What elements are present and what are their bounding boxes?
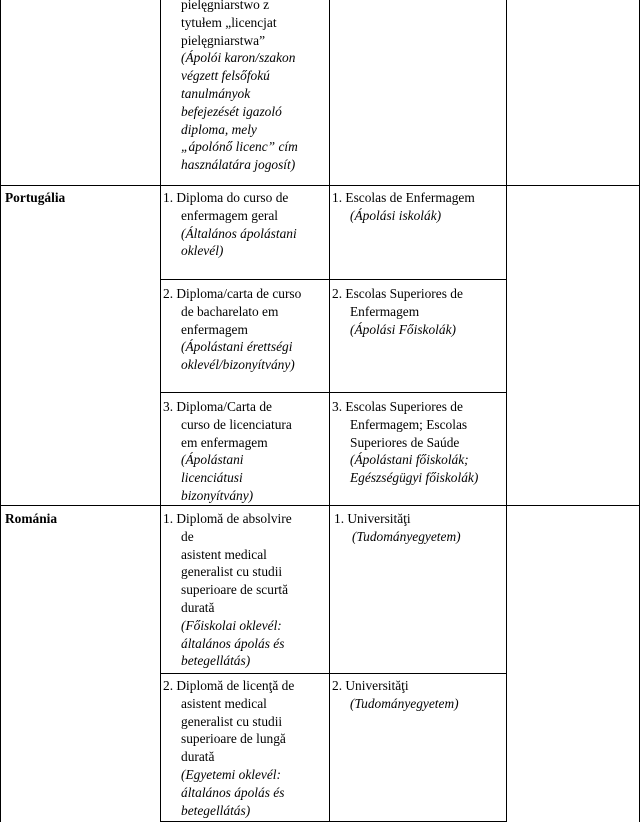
text-line-translation: (Főiskolai oklevél: [181, 617, 282, 633]
subrow-border-pt-2 [160, 392, 506, 393]
text-line: generalist cu studii [181, 713, 283, 729]
text-line: Enfermagem; Escolas [350, 416, 468, 432]
text-line: pielęgniarstwa” [181, 32, 266, 48]
row-border-1 [0, 185, 640, 186]
text-line: enfermagem [181, 321, 248, 337]
cell-portugal-diploma-1 [163, 189, 297, 260]
text-line-translation: általános ápolás és [181, 635, 285, 651]
subrow-border-ro-1 [160, 673, 506, 674]
cell-romania-diploma-1 [163, 510, 292, 670]
cell-romania-institution-1 [334, 510, 461, 546]
text-line-translation: oklevél) [181, 243, 224, 259]
text-line-translation: (Ápolástani főiskolák; [350, 452, 469, 468]
text-line-translation: általános ápolás és [181, 784, 285, 800]
text-line-translation: licenciátusi [181, 470, 243, 486]
text-line: 1. Diploma do curso de [163, 190, 289, 205]
text-line-translation: (Ápolástani érettségi [181, 339, 293, 355]
text-line: 1. Escolas de Enfermagem [332, 190, 475, 205]
text-line: 2. Universităţi [332, 678, 409, 693]
text-line: curso de licenciatura [181, 416, 292, 432]
text-line: superioare de scurtă [181, 582, 289, 598]
col-border-2 [329, 0, 330, 822]
text-line: em enfermagem [181, 434, 268, 450]
cell-portugal-institution-3 [332, 398, 478, 487]
text-line-translation: (Tudományegyetem) [352, 528, 461, 544]
text-line: superioare de lungă [181, 731, 286, 747]
subrow-border-pt-1 [160, 279, 506, 280]
text-line-translation: oklevél/bizonyítvány) [181, 357, 295, 373]
text-line: de bacharelato em [181, 303, 279, 319]
text-line-translation: tanulmányok [181, 85, 251, 101]
text-line: 1. Diplomă de absolvire [163, 511, 292, 526]
text-line: durată [181, 599, 215, 615]
text-line: 2. Escolas Superiores de [332, 286, 463, 301]
text-line: 3. Escolas Superiores de [332, 399, 463, 414]
text-line-translation: befejezését igazoló [181, 103, 282, 119]
text-line-translation: bizonyítvány) [181, 487, 254, 503]
col-border-3 [506, 0, 507, 822]
cell-portugal-institution-2 [332, 285, 463, 338]
text-line: asistent medical [181, 546, 267, 562]
text-line-translation: (Tudományegyetem) [350, 695, 459, 711]
text-line: generalist cu studii [181, 564, 283, 580]
text-line-translation: (Ápolási iskolák) [350, 207, 442, 223]
text-line: 2. Diplomă de licenţă de [163, 678, 295, 693]
text-line-translation: diploma, mely [181, 121, 257, 137]
text-line: Superiores de Saúde [350, 434, 460, 450]
text-line-translation: végzett felsőfokú [181, 68, 270, 84]
text-line: asistent medical [181, 695, 267, 711]
col-border-1 [160, 0, 161, 822]
text-line: pielęgniarstwo z [181, 0, 270, 12]
text-line: enfermagem geral [181, 207, 279, 223]
text-line: 3. Diploma/Carta de [163, 399, 272, 414]
text-line-translation: betegellátás) [181, 653, 251, 669]
cell-romania-diploma-2 [163, 677, 294, 819]
col-border-left [0, 0, 1, 822]
text-line-translation: használatára jogosít) [181, 157, 296, 173]
country-romania: Románia [5, 511, 58, 526]
cell-portugal-diploma-2 [163, 285, 301, 374]
text-line: de [181, 528, 194, 544]
text-line: 2. Diploma/carta de curso [163, 286, 302, 301]
text-line-translation: betegellátás) [181, 802, 251, 818]
text-line-translation: (Egyetemi oklevél: [181, 766, 281, 782]
text-line: 1. Universităţi [334, 511, 411, 526]
text-line: durată [181, 749, 215, 765]
cell-continuation-diploma [181, 0, 298, 174]
text-line: Enfermagem [350, 303, 420, 319]
row-border-2 [0, 505, 640, 506]
cell-portugal-institution-1 [332, 189, 475, 225]
country-portugal: Portugália [5, 190, 66, 205]
text-line-translation: „ápolónő licenc” cím [181, 139, 298, 155]
text-line-translation: (Általános ápolástani [181, 225, 297, 241]
text-line: tytułem „licencjat [181, 14, 277, 30]
cell-portugal-diploma-3 [163, 398, 292, 505]
text-line-translation: Egészségügyi főiskolák) [350, 470, 479, 486]
text-line-translation: (Ápolástani [181, 452, 244, 468]
text-line-translation: (Ápolási Főiskolák) [350, 321, 456, 337]
text-line-translation: (Ápolói karon/szakon [181, 50, 296, 66]
cell-romania-institution-2 [332, 677, 459, 713]
